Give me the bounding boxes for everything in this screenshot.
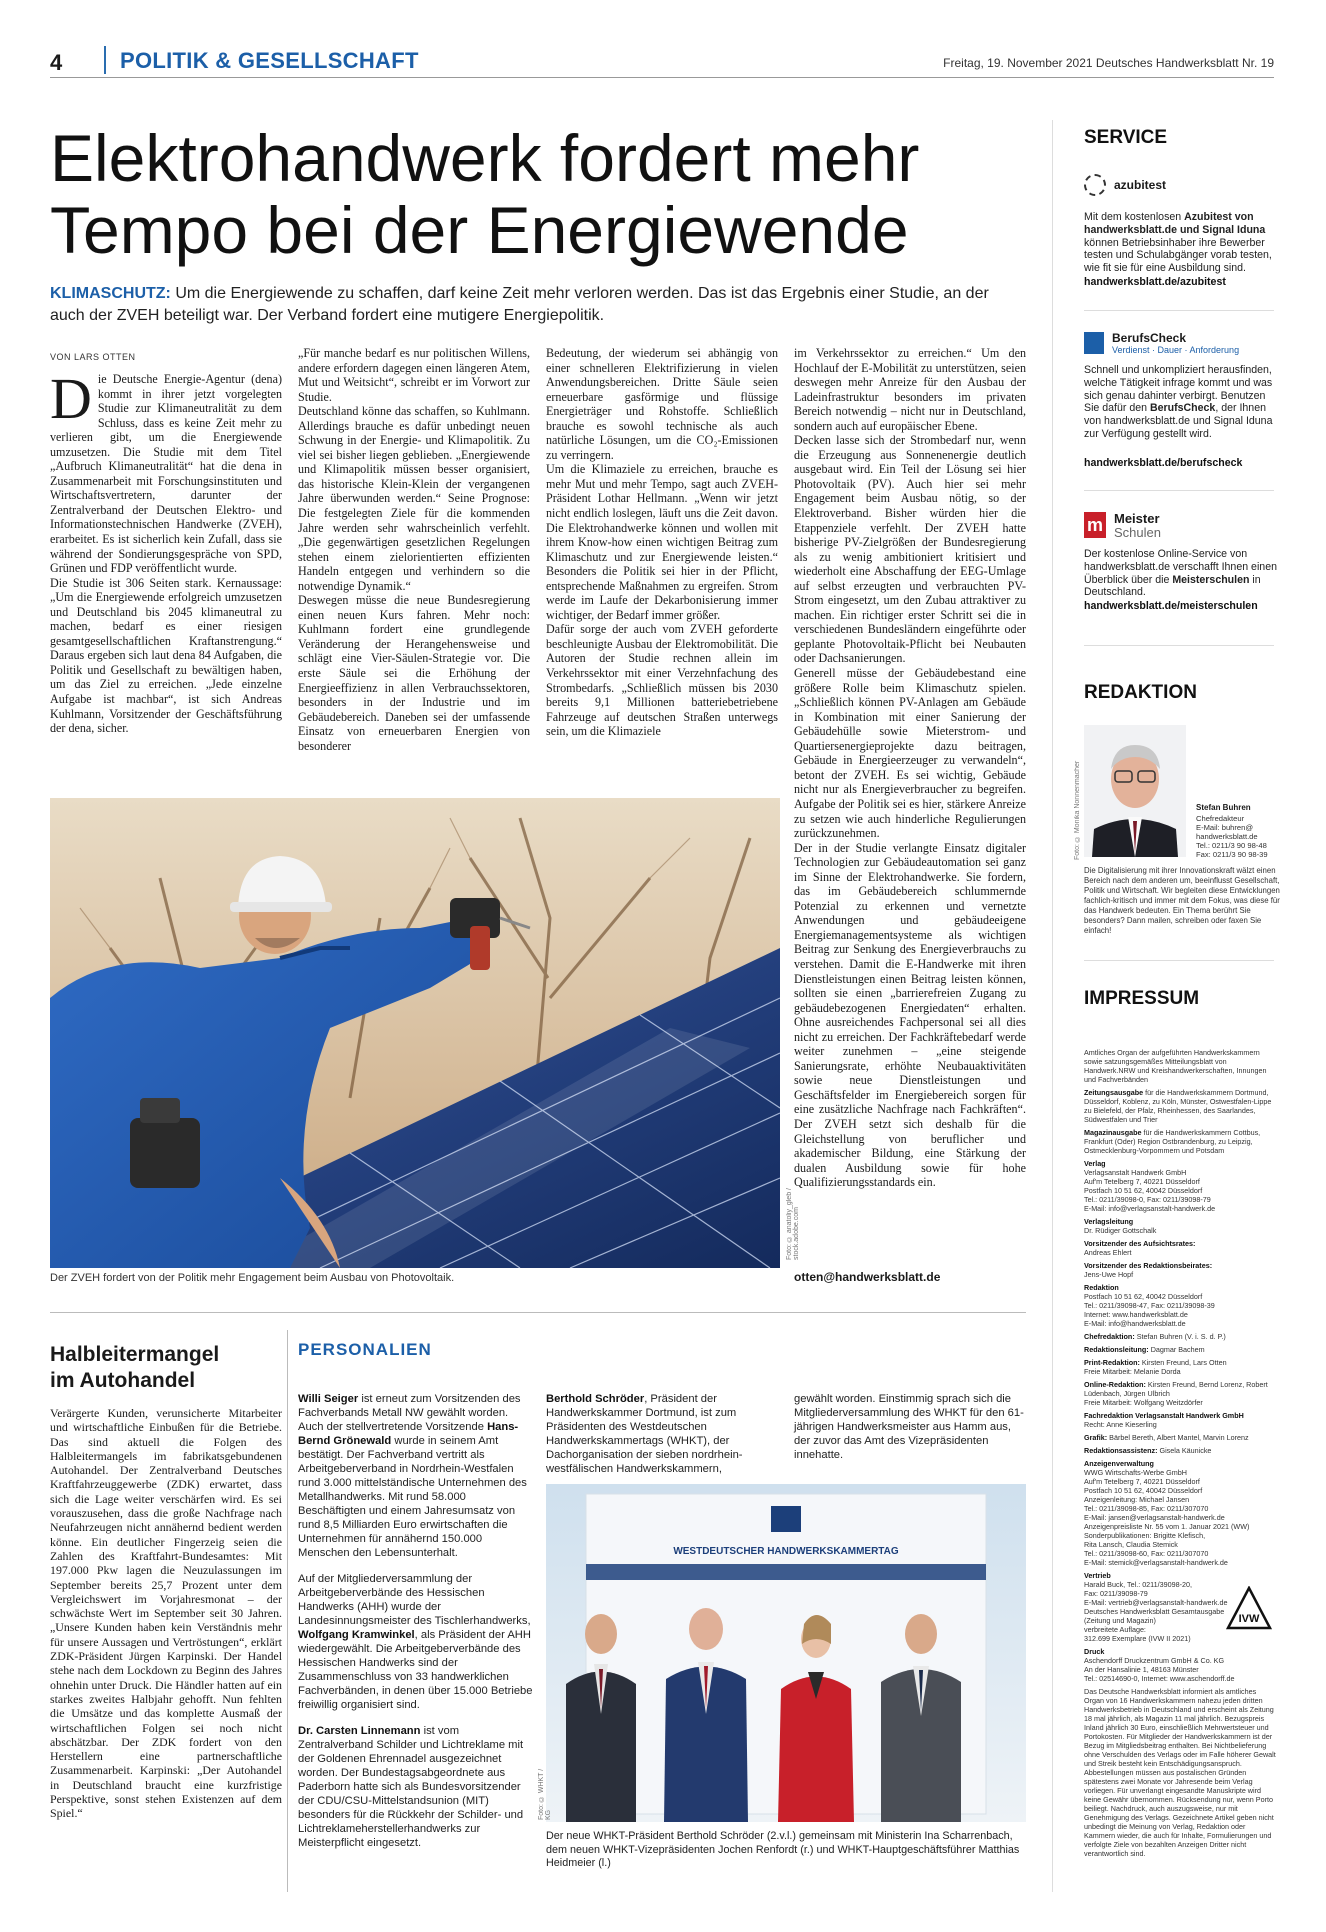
impressum-label: Zeitungsausgabe xyxy=(1084,1088,1144,1097)
impressum-label: Verlag xyxy=(1084,1159,1106,1168)
editor-photo-credit: Foto: © Monika Nonnenmacher xyxy=(1074,760,1081,860)
impressum-label: Online-Redaktion: xyxy=(1084,1380,1146,1389)
person-text: , als Präsident der AHH wiedergewählt. Die Arbeitgeberverbände des Hessischen Handwerks sind der Zusammenschluss von 33 handwerklichen Fachverbänden, in denen über 15.000 Betriebe freiwillig organisiert sind. xyxy=(298,1629,533,1711)
person-text: , Präsident der Handwerkskammer Dortmund, ist zum Präsidenten des Westdeutschen Handwerkskammertags (WHKT), der Dachorganisation der sieben nordrhein-westfälischen Handwerkskammern, xyxy=(546,1393,743,1475)
halbleiter-title-2: im Autohandel xyxy=(50,1369,196,1392)
editor-details: Chefredakteur E-Mail: buhren@ handwerksblatt.de Tel.: 0211/3 90 98-48 Fax: 0211/3 90 98-39 xyxy=(1196,814,1268,859)
impressum-block xyxy=(1084,1647,1276,1683)
berufscheck-text-bold: BerufsCheck xyxy=(1149,402,1216,415)
impressum-value: Kirsten Freund, Bernd Lorenz, Robert Lüdenbach, Jürgen Ulbrich Freie Mitarbeit: Wolfgang Weitzdörfer xyxy=(1084,1380,1268,1407)
impressum-block xyxy=(1084,1459,1276,1567)
impressum-value: Verlagsanstalt Handwerk GmbH Auf'm Tetelberg 7, 40221 Düsseldorf Postfach 10 51 62, 40042 Düsseldorf Tel.: 0211/39098-0, Fax: 0211/39098-79 E-Mail: info@verlagsanstalt-handwerk.de xyxy=(1084,1168,1216,1213)
person-name: Berthold Schröder xyxy=(546,1393,645,1405)
sidebar-separator xyxy=(1084,490,1274,491)
impressum-value: Stefan Buhren (V. i. S. d. P.) xyxy=(1134,1332,1226,1341)
azubitest-icon xyxy=(1084,174,1106,196)
lede-text: Um die Energiewende zu schaffen, darf keine Zeit mehr verloren werden. Das ist das Ergebnis einer Studie, an der auch der ZVEH beteiligt war. Der Verband fordert eine mutigere Energiepolitik. xyxy=(50,285,989,324)
impressum-value: für die Handwerkskammern Dortmund, Düsseldorf, Koblenz, zu Köln, Münster, Ostwestfalen-Lippe zu Bielefeld, der Pfalz, Rheinhessen, des Saarlandes, Südwestfalen und Trier xyxy=(1084,1088,1272,1124)
impressum-title: IMPRESSUM xyxy=(1084,988,1200,1009)
person-name: Willi Seiger xyxy=(298,1393,359,1405)
person-text: Auf der Mitgliederversammlung der Arbeitgeberverbände des Hessischen Handwerks (AHH) wurde der Landesinnungsmeister des Tischlerhandwerks, xyxy=(298,1573,531,1627)
impressum-value: Amtliches Organ der aufgeführten Handwerkskammern sowie satzungsgemäßes Mitteilungsblatt von Handwerk.NRW und Kreishandwerkerschaften, Innungen und Fachverbänden xyxy=(1084,1048,1267,1084)
impressum-block xyxy=(1084,1345,1276,1354)
impressum-block xyxy=(1084,1332,1276,1341)
impressum-value: Andreas Ehlert xyxy=(1084,1248,1132,1257)
photo-caption: Der ZVEH fordert von der Politik mehr Engagement beim Ausbau von Photovoltaik. xyxy=(50,1272,455,1284)
impressum-value: für die Handwerkskammern Cottbus, Frankfurt (Oder) Region Ostbrandenburg, zu Leipzig, Ostmecklenburg-Vorpommern und Potsdam xyxy=(1084,1128,1261,1155)
page-number: 4 xyxy=(50,50,63,75)
section-separator xyxy=(50,1312,1026,1313)
meisterschulen-link[interactable]: handwerksblatt.de/meisterschulen xyxy=(1084,600,1258,612)
headline-line-2: Tempo bei der Energiewende xyxy=(50,193,909,267)
article-column-2: „Für manche bedarf es nur politischen Willens, andere erfordern dagegen einen längeren Atem, Mut und Weitsicht“, schreibt er im Vorwort zur Studie. Deutschland könne das schaffen, so Kuhlmann. Allerdings brauche es dafür unbedingt neuen Schwung in der Energie- und Klimapolitik. Zu viel sei bisher liegen geblieben. „Energiewende und Klimapolitik müssen besser organisiert, das historische Klein-Klein der vergangenen Jahre überwunden werden.“ Seine Prognose: Die festgelegten Ziele für die kommenden Jahre werden sehr wahrscheinlich verfehlt. „Die gegenwärtigen gesetzlichen Regelungen stehen einem zielorientierten effizienten Handeln entgegen und verhindern so die notwendige Dynamik.“ Deswegen müsse die neue Bundesregierung einen neuen Kurs fahren. Mehr noch: Kuhlmann fordert eine grundlegende Veränderung der Herangehensweise und schlägt eine Vier-Säulen-Strategie vor. Die erste Säule sei die Erhöhung der Energieeffizienz in allen Verbrauchssektoren, besonders in der Industrie und im Gebäudebereich. Daneben sei der umfassende Einsatz von erneuerbaren Energien von besonderer xyxy=(298,346,530,753)
impressum-label: Magazinausgabe xyxy=(1084,1128,1142,1137)
person-text: wurde in seinem Amt bestätigt. Der Fachverband vertritt als Arbeitgeberverband in Nordrhein-Westfalen rund 3.000 mittelständische Unternehmen des Metallhandwerks. Mit rund 58.000 Beschäftigten und einem Jahresumsatz von rund 8,5 Milliarden Euro erwirtschaften die Unternehmen für annähernd 150.000 Menschen den Lebensunterhalt. xyxy=(298,1435,527,1559)
impressum-block xyxy=(1084,1128,1276,1155)
personalien-item-kramwinkel xyxy=(298,1572,534,1712)
editor-blurb: Die Digitalisierung mit ihrer Innovationskraft wälzt einen Bereich nach dem anderen um, beeinflusst Gesellschaft, Politik und Wirtschaft. Wir begleiten diese Entwicklungen fachlich-kritisch und immer mit dem Fokus, was diese für das Handwerk bedeuten. Ein Thema berührt Sie besonders? Dann mailen, schreiben oder faxen Sie einfach! xyxy=(1084,866,1280,935)
personalien-title: PERSONALIEN xyxy=(298,1340,432,1359)
editor-name: Stefan Buhren xyxy=(1196,803,1251,812)
solar-installer-photo xyxy=(50,798,780,1268)
editor-photo-illustration xyxy=(1084,725,1186,857)
impressum-value: Aschendorff Druckzentrum GmbH & Co. KG An der Hansalinie 1, 48163 Münster Tel.: 02514690-0, Internet: www.aschendorff.de xyxy=(1084,1656,1235,1683)
impressum-label: Vorsitzender des Redaktionsbeirates: xyxy=(1084,1261,1213,1270)
personalien-item-linnemann xyxy=(298,1724,534,1850)
solar-photo-illustration xyxy=(50,798,780,1268)
berufscheck-text xyxy=(1084,364,1280,441)
impressum-block xyxy=(1084,1411,1276,1429)
ivw-icon xyxy=(1226,1586,1272,1632)
person-text: ist vom Zentralverband Schilder und Lichtreklame mit der Goldenen Ehrennadel ausgezeichnet worden. Der Bundestagsabgeordnete aus Paderborn hatte sich als Bundesvorsitzender der CDU/CSU-Mittelstandsunion (MIT) besonders für die Rückkehr der Schilder- und Lichtreklameherstellerhandwerks zur Meisterpflicht eingesetzt. xyxy=(298,1725,524,1849)
impressum-block xyxy=(1084,1159,1276,1213)
berufscheck-logo xyxy=(1084,332,1239,356)
azubitest-text-bold: Azubitest von handwerksblatt.de und Signal Iduna xyxy=(1084,211,1266,236)
whkt-photo-illustration xyxy=(546,1484,1026,1822)
article-column-3: Bedeutung, der wiederum sei abhängig von einer schnelleren Elektrifizierung in vielen Anwendungsbereichen. Dritte Säule seien erneuerbare gasförmige und flüssige Energieträger und Rohstoffe. Schließlich brauche es sowohl technische als auch natürliche Lösungen, um die CO₂-Emissionen zu verringern. Um die Klimaziele zu erreichen, brauche es mehr Mut und mehr Tempo, sagt auch ZVEH-Präsident Lothar Hellmann. „Wenn wir jetzt nicht endlich loslegen, läuft uns die Zeit davon. Die Elektrohandwerke können und wollen mit ihrem Know-how einen wichtigen Beitrag zum Klimaschutz und zur Energiewende leisten.“ Besonders die Politik sei hier in der Pflicht, entsprechende Maßnahmen zu ergreifen. Strom werde im Laufe der Dekarbonisierung immer wichtiger, der Bedarf immer größer. Dafür sorge der auch vom ZVEH geforderte beschleunigte Ausbau der Elektromobilität. Die Autoren der Studie rechnen allein im Verkehrssektor mit einer Verzehnfachung des Strombedarfs. „Schließlich müssen bis 2030 bereits 9,1 Millionen batteriebetriebene Fahrzeuge auf deutschen Straßen unterwegs sein, um die Klimaziele xyxy=(546,346,778,739)
meister-text-bold: Meisterschulen xyxy=(1172,573,1250,586)
impressum-block xyxy=(1084,1358,1276,1376)
article-headline xyxy=(50,122,1010,266)
section-title: POLITIK & GESELLSCHAFT xyxy=(120,48,419,73)
person-name: Hans-Bernd Grönewald xyxy=(298,1421,519,1447)
personalien-column-1 xyxy=(298,1392,534,1850)
person-name: Dr. Carsten Linnemann xyxy=(298,1725,421,1737)
azubitest-text-b: können Betriebsinhaber ihre Bewerber testen und Schulabgänger vorab testen, wie fit sie für eine Ausbildung sind. xyxy=(1084,236,1272,275)
impressum-block xyxy=(1084,1239,1276,1257)
redaktion-title: REDAKTION xyxy=(1084,682,1197,703)
ivw-label: IVW xyxy=(1238,1613,1260,1625)
azubitest-text xyxy=(1084,211,1280,275)
meisterschulen-logo xyxy=(1084,512,1161,540)
berufscheck-text-a: Schnell und unkompliziert herausfinden, welche Tätigkeit infrage kommt und was sich genau dahinter verbirgt. Benutzen Sie dafür den xyxy=(1084,364,1273,415)
impressum-value: Dagmar Bachem xyxy=(1148,1345,1205,1354)
impressum-value: Harald Buck, Tel.: 0211/39098-20, Fax: 0211/39098-79 E-Mail: vertrieb@verlagsanstalt-handwerk.de Deutsches Handwerksblatt Gesamtausgabe (Zeitung und Magazin) verbreitete Auflage: 312.699 Exemplare (IVW II 2021) xyxy=(1084,1580,1228,1643)
halbleiter-title-1: Halbleitermangel xyxy=(50,1343,220,1366)
impressum-text xyxy=(1084,1048,1276,1890)
impressum-label: Redaktionsleitung: xyxy=(1084,1345,1149,1354)
sidebar-separator xyxy=(1084,310,1274,311)
impressum-label: Druck xyxy=(1084,1647,1105,1656)
byline: VON LARS OTTEN xyxy=(50,352,136,362)
azubitest-link[interactable]: handwerksblatt.de/azubitest xyxy=(1084,276,1226,288)
meister-text-b: in Deutschland. xyxy=(1084,573,1261,599)
impressum-block xyxy=(1084,1261,1276,1279)
person-text: ist erneut zum Vorsitzenden des Fachverbands Metall NW gewählt worden. Auch der stellvertretende Vorsitzende xyxy=(298,1393,521,1433)
whkt-caption: Der neue WHKT-Präsident Berthold Schröder (2.v.l.) gemeinsam mit Ministerin Ina Scharrenbach, dem neuen WHKT-Vizepräsidenten Jochen Renfordt (r.) und WHKT-Hauptgeschäftsführer Matthias Heidmeier (l.) xyxy=(546,1830,1020,1869)
impressum-block xyxy=(1084,1217,1276,1235)
impressum-block xyxy=(1084,1088,1276,1124)
headline-line-1: Elektrohandwerk fordert mehr xyxy=(50,121,920,195)
impressum-value: Gisela Käunicke xyxy=(1157,1446,1212,1455)
meister-logo-line-2: Schulen xyxy=(1114,525,1161,540)
berufscheck-logo-text: BerufsCheck xyxy=(1112,331,1187,345)
impressum-block xyxy=(1084,1048,1276,1084)
impressum-label: Redaktionsassistenz: xyxy=(1084,1446,1158,1455)
sidebar-separator xyxy=(1084,960,1274,961)
impressum-label: Redaktion xyxy=(1084,1283,1119,1292)
author-email[interactable]: otten@handwerksblatt.de xyxy=(794,1270,941,1284)
impressum-label: Grafik: xyxy=(1084,1433,1108,1442)
sidebar-separator xyxy=(1084,645,1274,646)
impressum-value: Postfach 10 51 62, 40042 Düsseldorf Tel.: 0211/39098-47, Fax: 0211/39098-39 Internet: www.handwerksblatt.de E-Mail: info@handwerksblatt.de xyxy=(1084,1292,1215,1328)
editor-photo xyxy=(1084,725,1186,857)
article-column-1 xyxy=(50,372,282,780)
whkt-group-photo xyxy=(546,1484,1026,1822)
impressum-value: WWG Wirtschafts-Werbe GmbH Auf'm Tetelberg 7, 40221 Düsseldorf Postfach 10 51 62, 40042 Düsseldorf Anzeigenleitung: Michael Jansen Tel.: 0211/39098-85, Fax: 0211/307070 E-Mail: jansen@verlagsanstalt-handwerk.de Anzeigenpreisliste Nr. 55 vom 1. Januar 2021 (WW) Sonderpublikationen: Brigitte Klefisch, Rita Lansch, Claudia Stemick Tel.: 0211/39098-60, Fax: 0211/307070 E-Mail: stemick@verlagsanstalt-handwerk.de xyxy=(1084,1468,1250,1567)
impressum-label: Anzeigenverwaltung xyxy=(1084,1459,1154,1468)
service-title: SERVICE xyxy=(1084,127,1168,148)
impressum-label: Vorsitzender des Aufsichtsrates: xyxy=(1084,1239,1196,1248)
meister-logo-line-1: Meister xyxy=(1114,511,1160,526)
impressum-value: Dr. Rüdiger Gottschalk xyxy=(1084,1226,1157,1235)
impressum-block xyxy=(1084,1446,1276,1455)
article-column-4: im Verkehrssektor zu erreichen.“ Um den Hochlauf der E-Mobilität zu unterstützen, seien deswegen mehr Anreize für den Ausbau der Ladeinfrastruktur besonders im privaten Bereich notwendig – nicht nur in Deutschland, sondern auch auf europäischer Ebene. Decken lasse sich der Strombedarf nur, wenn die Erzeugung aus Sonnenenergie deutlich ausgebaut wird. Ein Teil der Lösung sei hier Photovoltaik (PV). Auch hier sei mehr Engagement beim Ausbau nötig, so der Elektroverband. Bisher würden hier die Etappenziele verfehlt. Der ZVEH hatte bisherige PV-Zielgrößen der Bundesregierung als zu wenig ambitioniert kritisiert und wiederholt eine Abschaffung der EEG-Umlage auf selbst erzeugten und verbrauchten PV-Strom eingesetzt, um den Zubau attraktiver zu machen. Ein richtiger erster Schritt sei die in verschiedenen Bundesländern eingeführte oder geplante Photovoltaik-Pflicht bei Neubauten oder Dachsanierungen. Generell müsse der Gebäudebestand eine größere Rolle beim Klimaschutz spielen. „Schließlich können PV-Anlagen am Gebäude in Kombination mit einer Sanierung der Gebäudehülle sowie Mieterstrom- und Quartiersenergieprojekte dazu beitragen, Gebäude in Energieerzeuger zu verwandeln“, betont der ZVEH. Es sei wichtig, Gebäude nicht nur als Energieverbraucher zu begreifen. Aufgabe der Politik sei es hier, stärkere Anreize zu setzen wie auch hinderliche Regulierungen zurückzunehmen. Der in der Studie verlangte Einsatz digitaler Technologien zur Gebäudeautomation sei ganz im Sinne der Elektrohandwerke. Sie fordern, das im Gebäudebereich schlummernde Potenzial zu erkennen und vernetzte Anwendungen und gebäudeeigene Energiemanagementsysteme als wichtigen Beitrag zur Senkung des Energieverbrauchs zu verstehen. Damit die E-Handwerke mit ihren Dienstleistungen einen Beitrag leisten können, sollten sie einen „barrierefreien Zugang zu gebäudebezogenen Energiedaten“ erhalten. Ohne ausreichendes Fachpersonal sei all dies nicht zu erreichen. Der Fachkräftebedarf werde weiter zunehmen – „eine steigende Sanierungsrate, erhöhte Neubauaktivitäten sowie neue Dienstleistungen und Geschäftsfelder im Energiebereich sorgen für eine zusätzliche Nachfrage nach Fachkräften“. Der ZVEH setzt sich deshalb für die Gleichstellung von beruflicher und akademischer Bildung, eine Stärkung der dualen Ausbildung sowie für hohe Qualifizierungsstandards ein. xyxy=(794,346,1026,1190)
column-1-text: ie Deutsche Energie-Agentur (dena) kommt in ihrer jetzt vorgelegten Studie zur Klimaneutralität zu dem Schluss, dass es keine Zeit mehr zu verlieren gibt, um die Energiewende umzusetzen. Die Studie mit dem Titel „Aufbruch Klimaneutralität“ hat die dena in Zusammenarbeit mit Forschungsinstituten und Wirtschaftsvertretern, darunter der Zentralverband der Deutschen Elektro- und Informationstechnischen Handwerke (ZVEH), erarbeitet. Es ist sicherlich kein Zufall, dass sie während der Sondierungsgespräche von SPD, Grünen und FDP veröffentlicht wurde. Die Studie ist 306 Seiten stark. Kernaussage: „Um die Energiewende erfolgreich umzusetzen und Deutschland bis 2045 klimaneutral zu machen, bedarf es einer riesigen gesamtgesellschaftlichen Kraftanstrengung.“ Daraus ergeben sich laut dena 84 Aufgaben, die Politik und Gesellschaft zu bewältigen haben, um das Ziel zu erreichen. „Jede einzelne Aufgabe ist machbar“, ist sich Andreas Kuhlmann, Vorsitzender der Geschäftsführung der dena, sicher. xyxy=(50,372,282,736)
personalien-column-2 xyxy=(546,1392,776,1476)
impressum-value: Das Deutsche Handwerksblatt informiert als amtliches Organ von 16 Handwerkskammern nahezu jeden dritten Handwerksbetrieb in Deutschland und erscheint als Zeitung 18 mal jährlich, als Magazin 11 mal jährlich. Bezugspreis Inland jährlich 30 Euro, einschließlich Mehrwertsteuer und Portokosten. Für Mitglieder der Handwerkskammern ist der Bezug im Mitgliedsbeitrag enthalten. Bei Nichtbelieferung ohne Verschulden des Verlags oder im Falle höherer Gewalt und Streik besteht kein Entschädigungsanspruch. Abbestellungen müssen aus postalischen Gründen spätestens zwei Monate vor Jahresende beim Verlag vorliegen. Für unverlangt eingesandte Manuskripte wird keine Gewähr übernommen. Rücksendung nur, wenn Porto beiliegt. Nachdruck, auch auszugsweise, nur mit Genehmigung des Verlags. Gezeichnete Artikel geben nicht unbedingt die Meinung von Verlag, Redaktion oder Kammern wieder, die auch für Inhalte, Formulierungen und verfolgte Ziele von bezahlten Anzeigen Dritter nicht verantwortlich sind. xyxy=(1084,1687,1276,1858)
impressum-label: Fachredaktion Verlagsanstalt Handwerk GmbH xyxy=(1084,1411,1244,1420)
meisterschulen-icon: m xyxy=(1084,512,1106,538)
azubitest-logo-text: azubitest xyxy=(1114,178,1167,192)
lede-keyword: KLIMASCHUTZ: xyxy=(50,285,171,302)
impressum-block xyxy=(1084,1687,1276,1858)
photo-credit: Foto: © anatoliy_gleb / stock.adobe.com xyxy=(786,1188,800,1260)
impressum-value: Bärbel Bereth, Albert Mantel, Marvin Lorenz xyxy=(1107,1433,1249,1442)
meisterschulen-text xyxy=(1084,548,1280,599)
impressum-value: Jens-Uwe Hopf xyxy=(1084,1270,1134,1279)
berufscheck-logo-sub: Verdienst · Dauer · Anforderung xyxy=(1112,345,1240,355)
azubitest-text-a: Mit dem kostenlosen xyxy=(1084,211,1185,223)
impressum-label: Chefredaktion: xyxy=(1084,1332,1135,1341)
personalien-item-seiger xyxy=(298,1392,534,1560)
berufscheck-icon xyxy=(1084,332,1104,354)
column-rule xyxy=(287,1330,288,1892)
header-divider xyxy=(104,46,106,74)
sidebar-rule xyxy=(1052,120,1053,1892)
impressum-value: Recht: Anne Kieserling xyxy=(1084,1420,1157,1429)
issue-meta: Freitag, 19. November 2021 Deutsches Handwerksblatt Nr. 19 xyxy=(943,56,1274,70)
berufscheck-link[interactable]: handwerksblatt.de/berufscheck xyxy=(1084,457,1243,469)
impressum-block xyxy=(1084,1380,1276,1407)
drop-cap: D xyxy=(50,372,92,431)
header-rule xyxy=(50,77,1274,78)
halbleiter-text: Verärgerte Kunden, verunsicherte Mitarbeiter und wirtschaftliche Einbußen für die Betriebe. Das sind aktuell die Folgen des Halbleitermangels im fabrikatsgebundenen Autohandel. Der Zentralverband Deutsches Kraftfahrzeuggewerbe (ZDK) erwartet, dass sich die Lage weiter verschärfen wird. Es sei vorauszusehen, dass die große Nachfrage nach Neufahrzeugen nicht annähernd bedient werden könne. Ein deutlicher Fingerzeig seien die Zahlen des Kraftfahrt-Bundesamtes: Mit 197.000 Pkw lagen die Neuzulassungen im September bereits 25,7 Prozent unter dem Vergleichswert im Vorjahresmonat – der schwächste Wert im September seit 30 Jahren. „Unsere Kunden haben kein Verständnis mehr für unsere Aussagen und Vertröstungen“, erklärt ZDK-Präsident Jürgen Karpinski. Der Handel stehe nach dem Lockdown zu Beginn des Jahres ohnehin unter Druck. Die Händler hatten auf ein starkes zweites Halbjahr gehofft. Nun fehlten die Umsätze und das komplette Ausmaß der wirtschaftlichen Folgen sei noch nicht abschätzbar. Der ZDK fordert von den Herstellern eine partnerschaftliche Zusammenarbeit. Karpinski: „Der Autohandel in Deutschland braucht eine kurzfristige Perspektive, sonst stehen Existenzen auf dem Spiel.“ xyxy=(50,1406,282,1821)
halbleiter-title xyxy=(50,1342,280,1394)
impressum-label: Print-Redaktion: xyxy=(1084,1358,1140,1367)
impressum-value: Kirsten Freund, Lars Otten Freie Mitarbeit: Melanie Dorda xyxy=(1084,1358,1227,1376)
person-name: Wolfgang Kramwinkel xyxy=(298,1629,415,1641)
whkt-photo-credit: Foto: © WHKT / KG xyxy=(538,1768,552,1820)
impressum-block xyxy=(1084,1283,1276,1328)
article-lede xyxy=(50,283,1010,327)
impressum-label: Vertrieb xyxy=(1084,1571,1111,1580)
azubitest-logo xyxy=(1084,174,1166,196)
meister-text-a: Der kostenlose Online-Service von handwerksblatt.de verschafft Ihnen einen Überblick über die xyxy=(1084,548,1277,586)
personalien-column-3: gewählt worden. Einstimmig sprach sich die Mitgliederversammlung des WHKT für den 61-jährigen Handwerksmeister aus Hamm aus, der zuvor das Amt des Vizepräsidenten innehatte. xyxy=(794,1393,1024,1461)
impressum-label: Verlagsleitung xyxy=(1084,1217,1134,1226)
berufscheck-text-b: , der Ihnen von handwerksblatt.de und Signal Iduna zur Verfügung gestellt wird. xyxy=(1084,402,1273,440)
whkt-banner: WESTDEUTSCHER HANDWERKSKAMMERTAG xyxy=(673,1546,899,1557)
impressum-block xyxy=(1084,1433,1276,1442)
ivw-logo xyxy=(1226,1586,1272,1632)
